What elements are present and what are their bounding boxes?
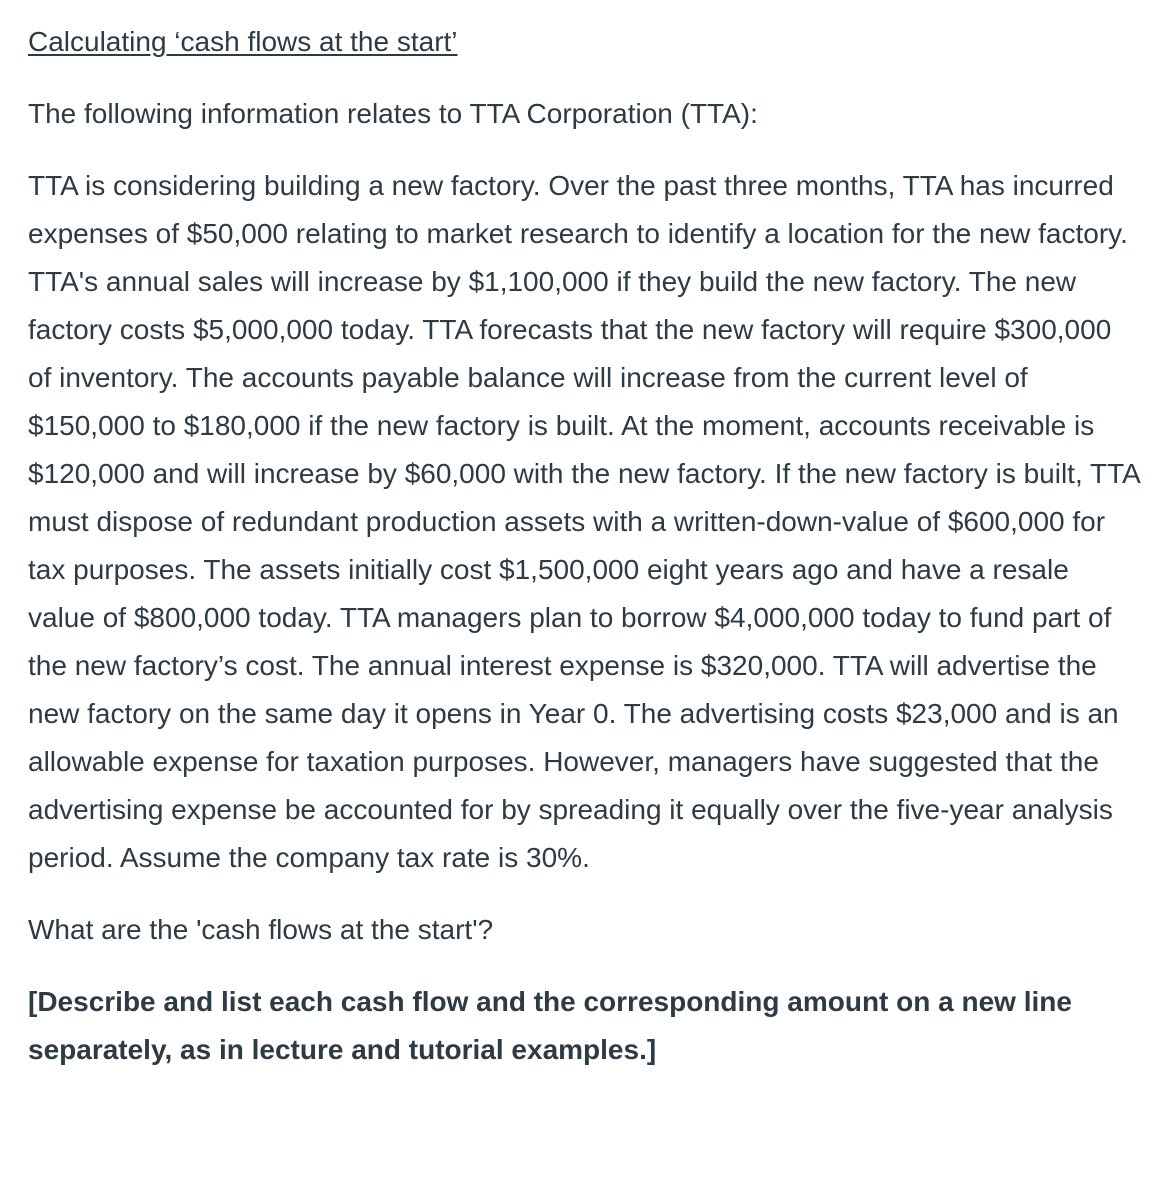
instruction-text: [Describe and list each cash flow and the corresponding amount on a new line separately, as in lecture and tutorial examples.] xyxy=(28,986,1072,1065)
question-text: What are the 'cash flows at the start'? xyxy=(28,914,494,945)
question-content xyxy=(28,18,1140,1074)
scenario-paragraph: TTA is considering building a new factory. Over the past three months, TTA has incurred expenses of $50,000 relating to market research to identify a location for the new factory. TTA's annual sales will increase by $1,100,000 if they build the new factory. The new factory costs $5,000,000 today. TTA forecasts that the new factory will require $300,000 of inventory. The accounts payable balance will increase from the current level of $150,000 to $180,000 if the new factory is built. At the moment, accounts receivable is $120,000 and will increase by $60,000 with the new factory. If the new factory is built, TTA must dispose of redundant production assets with a written-down-value of $600,000 for tax purposes. The assets initially cost $1,500,000 eight years ago and have a resale value of $800,000 today. TTA managers plan to borrow $4,000,000 today to fund part of the new factory’s cost. The annual interest expense is $320,000. TTA will advertise the new factory on the same day it opens in Year 0. The advertising costs $23,000 and is an allowable expense for taxation purposes. However, managers have suggested that the advertising expense be accounted for by spreading it equally over the five-year analysis period. Assume the company tax rate is 30%. xyxy=(28,170,1140,873)
intro-text: The following information relates to TTA Corporation (TTA): xyxy=(28,98,758,129)
page-title: Calculating ‘cash flows at the start’ xyxy=(28,26,458,57)
